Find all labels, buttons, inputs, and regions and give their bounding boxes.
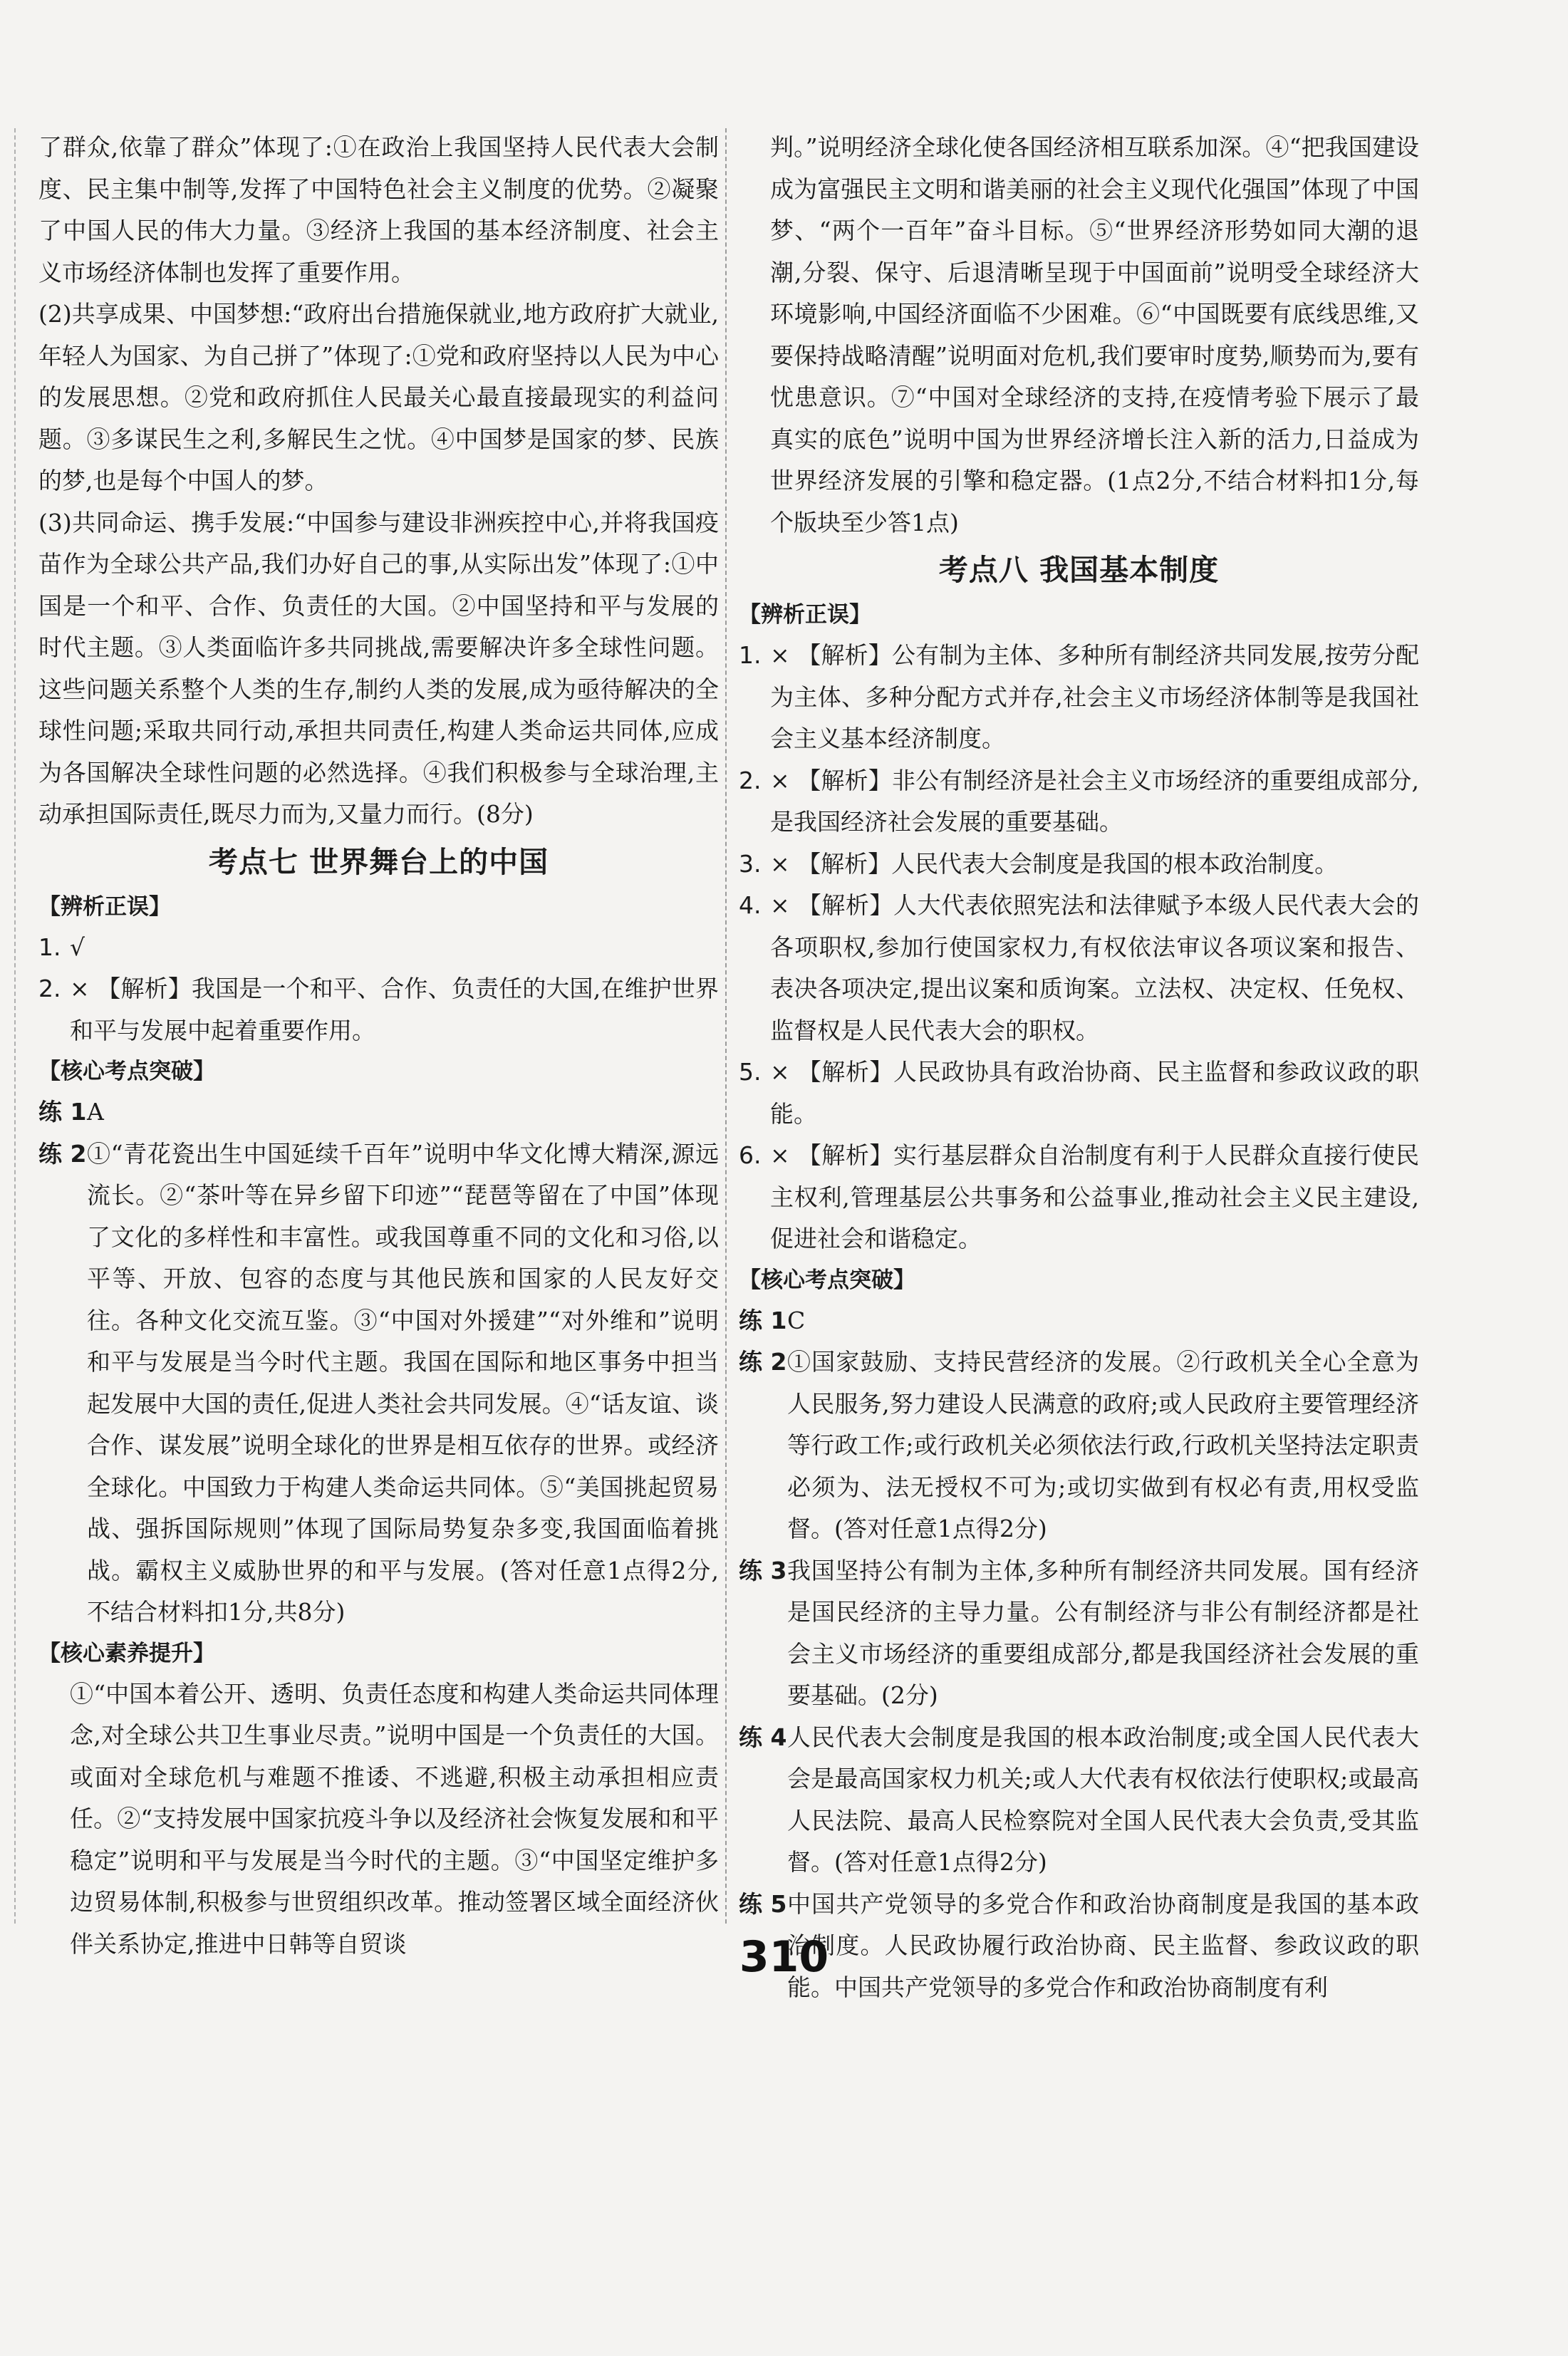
exercise-1	[739, 1300, 1419, 1342]
exercise-2	[38, 1133, 719, 1634]
item-text: × 【解析】人大代表依照宪法和法律赋予本级人民代表大会的各项职权,参加行使国家权力,有权依法审议各项议案和报告、表决各项决定,提出议案和质询案。立法权、决定权、任免权、监督权是人民代表大会的职权。	[770, 891, 1419, 1044]
exercise-label: 练 1	[38, 1098, 87, 1126]
item-number: 1.	[38, 933, 61, 961]
list-item	[38, 927, 719, 969]
right-column	[739, 127, 1419, 2008]
hexin-heading: 【核心考点突破】	[739, 1267, 915, 1293]
list-item	[38, 968, 719, 1052]
binding-margin-line	[14, 128, 16, 1924]
item-number: 3.	[739, 849, 762, 878]
list-item	[739, 844, 1419, 886]
exercise-label: 练 4	[739, 1723, 787, 1751]
exercise-text: ①“青花瓷出生中国延续千百年”说明中华文化博大精深,源远流长。②“茶叶等在异乡留下印迹”“琵琶等留在了中国”体现了文化的多样性和丰富性。或我国尊重不同的文化和习俗,以平等、开放、包容的态度与其他民族和国家的人民友好交往。各种文化交流互鉴。③“中国对外援建”“对外维和”说明和平与发展是当今时代主题。我国在国际和地区事务中担当起发展中大国的责任,促进人类社会共同发展。④“话友谊、谈合作、谋发展”说明全球化的世界是相互依存的世界。或经济全球化。中国致力于构建人类命运共同体。⑤“美国挑起贸易战、强拆国际规则”体现了国际局势复杂多变,我国面临着挑战。霸权主义威胁世界的和平与发展。(答对任意1点得2分,不结合材料扣1分,共8分)	[87, 1139, 719, 1626]
section-8-title: 考点八 我国基本制度	[938, 553, 1220, 587]
item-number: 2.	[739, 766, 762, 794]
suyang-heading: 【核心素养提升】	[38, 1640, 215, 1666]
item-number: 6.	[739, 1141, 762, 1169]
exercise-text: A	[87, 1098, 104, 1126]
item-text: × 【解析】人民代表大会制度是我国的根本政治制度。	[770, 849, 1339, 878]
exercise-2	[739, 1342, 1419, 1550]
list-item	[739, 1135, 1419, 1260]
hexin-heading: 【核心考点突破】	[38, 1059, 215, 1084]
exercise-text: 我国坚持公有制为主体,多种所有制经济共同发展。国有经济是国民经济的主导力量。公有制经济与非公有制经济都是社会主义市场经济的重要组成部分,都是我国经济社会发展的重要基础。(2分)	[787, 1556, 1419, 1709]
list-item	[739, 1052, 1419, 1135]
right-para-1: 判。”说明经济全球化使各国经济相互联系加深。④“把我国建设成为富强民主文明和谐美丽的社会主义现代化强国”体现了中国梦、“两个一百年”奋斗目标。⑤“世界经济形势如同大潮的退潮,分裂、保守、后退清晰呈现于中国面前”说明受全球经济大环境影响,中国经济面临不少困难。⑥“中国既要有底线思维,又要保持战略清醒”说明面对危机,我们要审时度势,顺势而为,要有忧患意识。⑦“中国对全球经济的支持,在疫情考验下展示了最真实的底色”说明中国为世界经济增长注入新的活力,日益成为世界经济发展的引擎和稳定器。(1点2分,不结合材料扣1分,每个版块至少答1点)	[770, 133, 1419, 536]
exercise-text: C	[787, 1306, 806, 1334]
section-7-title: 考点七 世界舞台上的中国	[208, 844, 549, 879]
exercise-label: 练 1	[739, 1306, 787, 1334]
item-text: × 【解析】公有制为主体、多种所有制经济共同发展,按劳分配为主体、多种分配方式并存,社会主义市场经济体制等是我国社会主义基本经济制度。	[770, 641, 1419, 752]
item-number: 2.	[38, 975, 61, 1002]
bianxi-heading: 【辨析正误】	[739, 602, 871, 628]
item-number: 5.	[739, 1058, 762, 1086]
exercise-4	[739, 1717, 1419, 1884]
item-text: × 【解析】实行基层群众自治制度有利于人民群众直接行使民主权利,管理基层公共事务和公益事业,推动社会主义民主建设,促进社会和谐稳定。	[770, 1141, 1419, 1252]
left-para-2: (2)共享成果、中国梦想:“政府出台措施保就业,地方政府扩大就业,年轻人为国家、为自己拼了”体现了:①党和政府坚持以人民为中心的发展思想。②党和政府抓住人民最关心最直接最现实的利益问题。③多谋民生之利,多解民生之忧。④中国梦是国家的梦、民族的梦,也是每个中国人的梦。	[38, 300, 719, 494]
exercise-text: 中国共产党领导的多党合作和政治协商制度是我国的基本政治制度。人民政协履行政治协商、民主监督、参政议政的职能。中国共产党领导的多党合作和政治协商制度有利	[787, 1889, 1419, 2001]
exercise-label: 练 3	[739, 1556, 787, 1584]
list-item	[739, 760, 1419, 844]
item-text: × 【解析】人民政协具有政治协商、民主监督和参政议政的职能。	[770, 1058, 1419, 1128]
exercise-label: 练 5	[739, 1889, 787, 1918]
page-number: 310	[739, 1932, 829, 1982]
exercise-label: 练 2	[739, 1348, 787, 1376]
exercise-text: 人民代表大会制度是我国的根本政治制度;或全国人民代表大会是最高国家权力机关;或人大代表有权依法行使职权;或最高人民法院、最高人民检察院对全国人民代表大会负责,受其监督。(答对任意1点得2分)	[787, 1723, 1419, 1876]
exercise-3	[739, 1550, 1419, 1717]
item-text: × 【解析】非公有制经济是社会主义市场经济的重要组成部分,是我国经济社会发展的重要基础。	[770, 766, 1419, 836]
list-item	[739, 635, 1419, 760]
item-text: √	[70, 933, 85, 961]
exercise-text: ①国家鼓励、支持民营经济的发展。②行政机关全心全意为人民服务,努力建设人民满意的政府;或人民政府主要管理经济等行政工作;或行政机关必须依法行政,行政机关坚持法定职责必须为、法无授权不可为;或切实做到有权必有责,用权受监督。(答对任意1点得2分)	[787, 1348, 1419, 1542]
list-item	[739, 885, 1419, 1052]
suyang-text: ①“中国本着公开、透明、负责任态度和构建人类命运共同体理念,对全球公共卫生事业尽责。”说明中国是一个负责任的大国。或面对全球危机与难题不推诿、不逃避,积极主动承担相应责任。②“支持发展中国家抗疫斗争以及经济社会恢复发展和和平稳定”说明和平与发展是当今时代的主题。③“中国坚定维护多边贸易体制,积极参与世贸组织改革。推动签署区域全面经济伙伴关系协定,推进中日韩等自贸谈	[70, 1679, 719, 1958]
item-number: 1.	[739, 641, 762, 669]
item-text: × 【解析】我国是一个和平、合作、负责任的大国,在维护世界和平与发展中起着重要作用。	[70, 975, 719, 1044]
column-divider	[725, 128, 727, 1924]
left-column	[38, 127, 719, 1965]
exercise-label: 练 2	[38, 1139, 87, 1168]
bianxi-heading: 【辨析正误】	[38, 893, 171, 920]
exercise-1	[38, 1091, 719, 1133]
left-para-3: (3)共同命运、携手发展:“中国参与建设非洲疾控中心,并将我国疫苗作为全球公共产品,我们办好自己的事,从实际出发”体现了:①中国是一个和平、合作、负责任的大国。②中国坚持和平与发展的时代主题。③人类面临许多共同挑战,需要解决许多全球性问题。这些问题关系整个人类的生存,制约人类的发展,成为亟待解决的全球性问题;采取共同行动,承担共同责任,构建人类命运共同体,应成为各国解决全球性问题的必然选择。④我们积极参与全球治理,主动承担国际责任,既尽力而为,又量力而行。(8分)	[38, 508, 719, 828]
left-para-1: 了群众,依靠了群众”体现了:①在政治上我国坚持人民代表大会制度、民主集中制等,发挥了中国特色社会主义制度的优势。②凝聚了中国人民的伟大力量。③经济上我国的基本经济制度、社会主义市场经济体制也发挥了重要作用。	[38, 133, 719, 286]
item-number: 4.	[739, 891, 762, 919]
